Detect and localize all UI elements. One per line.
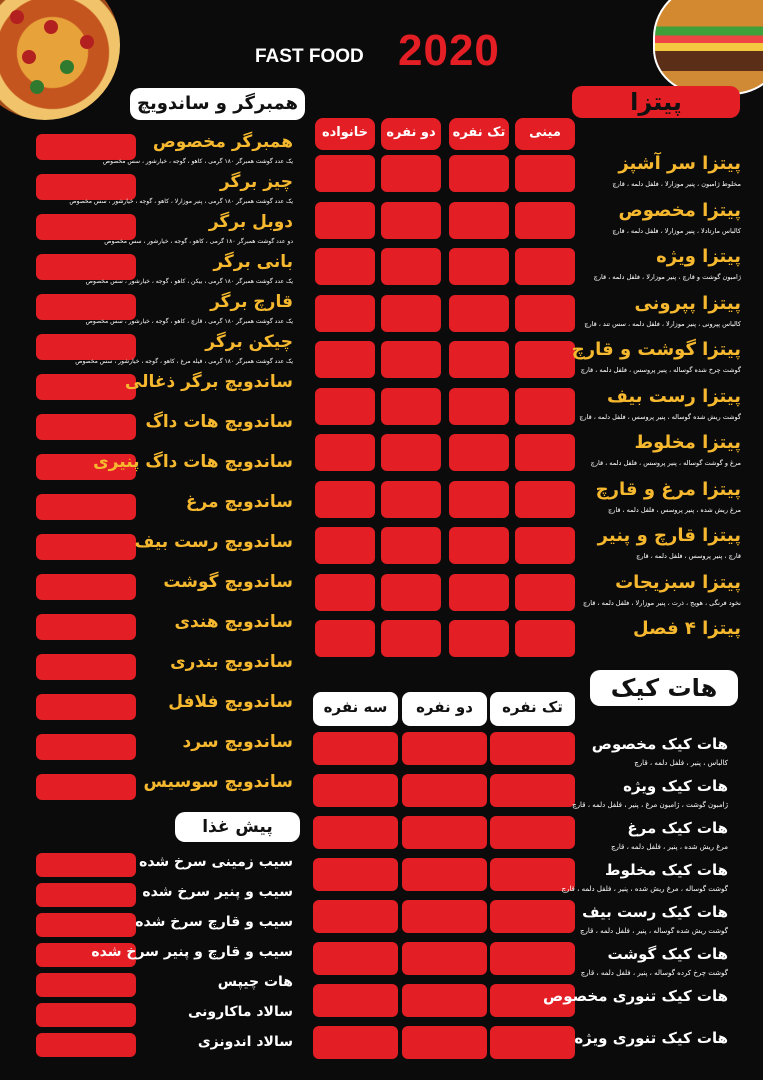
- burger-item-name: بانی برگر: [213, 252, 293, 272]
- pizza-price-box: [515, 295, 575, 332]
- pizza-price-box: [381, 155, 441, 192]
- burger-item-name: ساندویچ هندی: [174, 612, 293, 632]
- burger-item-name: دوبل برگر: [208, 212, 293, 232]
- burger-item-name: ساندویچ برگر ذغالی: [124, 372, 293, 392]
- pizza-item-desc: کالباس مارتادلا ، پنیر موزارلا ، فلفل دلمه ، قارچ: [612, 226, 741, 235]
- pizza-item-name: پیتزا مخلوط: [634, 432, 741, 453]
- burger-price-box: [36, 654, 136, 680]
- pizza-price-box: [449, 248, 509, 285]
- pizza-price-box: [315, 574, 375, 611]
- burger-item-name: ساندویچ سرد: [182, 732, 293, 752]
- appetizer-item-name: سالاد ماکارونی: [187, 1004, 293, 1020]
- pizza-price-box: [315, 295, 375, 332]
- burger-item-name: ساندویچ بندری: [170, 652, 293, 672]
- pizza-illustration: [0, 0, 120, 120]
- pizza-price-box: [449, 481, 509, 518]
- appetizer-heading: پیش غذا: [175, 812, 300, 842]
- hotcake-item-name: هات کیک مرغ: [627, 819, 728, 837]
- burger-item-desc: دو عدد گوشت همبرگر ۱۸۰ گرمی ، کاهو ، گوجه ، خیارشور ، سس مخصوص: [104, 238, 293, 245]
- hotcake-price-box: [313, 1026, 398, 1059]
- pizza-price-box: [449, 434, 509, 471]
- pizza-price-box: [449, 341, 509, 378]
- hotcake-price-box: [313, 774, 398, 807]
- burger-item-name: ساندویچ هات داگ: [145, 412, 293, 432]
- pizza-price-box: [381, 481, 441, 518]
- appetizer-item-name: سیب و پنیر سرخ شده: [142, 884, 293, 900]
- burger-heading: همبرگر و ساندویچ: [130, 88, 305, 120]
- pizza-price-box: [315, 155, 375, 192]
- pizza-price-box: [381, 341, 441, 378]
- pizza-price-box: [381, 248, 441, 285]
- burger-item-desc: یک عدد گوشت همبرگر ۱۸۰ گرمی ، فیله مرغ ، کاهو ، گوجه ، خیارشور ، سس مخصوص: [75, 358, 293, 365]
- burger-item-name: همبرگر مخصوص: [152, 132, 293, 152]
- burger-illustration: [653, 0, 763, 95]
- hotcake-price-box: [313, 858, 398, 891]
- hotcake-price-box: [490, 816, 575, 849]
- hotcake-item-name: هات کیک مخصوص: [591, 735, 728, 753]
- hotcake-price-box: [313, 732, 398, 765]
- appetizer-item-name: هات چیپس: [217, 974, 293, 990]
- pizza-item-desc: ژامبون گوشت و قارچ ، پنیر موزارلا ، فلفل دلمه ، قارچ: [593, 273, 741, 281]
- pizza-item-name: پیتزا گوشت و قارچ: [571, 339, 741, 360]
- pizza-price-box: [515, 202, 575, 239]
- pizza-price-box: [381, 434, 441, 471]
- pizza-price-box: [449, 155, 509, 192]
- pizza-item-name: پیتزا ۴ فصل: [633, 618, 741, 639]
- appetizer-price-box: [36, 973, 136, 997]
- burger-price-box: [36, 694, 136, 720]
- hotcake-item-desc: کالباس ، پنیر ، فلفل دلمه ، قارچ: [634, 759, 728, 767]
- burger-price-box: [36, 574, 136, 600]
- pizza-price-box: [315, 527, 375, 564]
- pizza-price-box: [315, 388, 375, 425]
- hotcake-price-box: [402, 1026, 487, 1059]
- pizza-price-box: [515, 620, 575, 657]
- burger-price-box: [36, 174, 136, 200]
- hotcake-price-box: [313, 816, 398, 849]
- pizza-item-name: پیتزا سر آشپز: [618, 153, 741, 174]
- pizza-column-header: تک نفره: [449, 118, 509, 150]
- pizza-price-box: [381, 388, 441, 425]
- pizza-item-desc: گوشت چرخ شده گوساله ، پنیر پروسس ، فلفل دلمه ، قارچ: [580, 366, 741, 374]
- pizza-price-box: [449, 388, 509, 425]
- hotcake-price-box: [402, 900, 487, 933]
- burger-item-name: قارچ برگر: [210, 292, 293, 312]
- burger-item-name: ساندویچ گوشت: [163, 572, 293, 592]
- appetizer-item-name: سیب و قارچ و پنیر سرخ شده: [91, 944, 293, 960]
- pizza-column-header: مینی: [515, 118, 575, 150]
- hotcake-price-box: [490, 774, 575, 807]
- appetizer-item-name: سیب زمینی سرخ شده: [139, 854, 293, 870]
- burger-price-box: [36, 494, 136, 520]
- hotcake-column-header: سه نفره: [313, 692, 398, 726]
- pizza-price-box: [515, 341, 575, 378]
- burger-price-box: [36, 334, 136, 360]
- hotcake-item-name: هات کیک گوشت: [607, 945, 728, 963]
- hotcake-price-box: [490, 1026, 575, 1059]
- burger-price-box: [36, 774, 136, 800]
- hotcake-column-header: دو نفره: [402, 692, 487, 726]
- pizza-price-box: [449, 620, 509, 657]
- pizza-price-box: [449, 527, 509, 564]
- hotcake-item-desc: گوشت ریش شده گوساله ، پنیر ، فلفل دلمه ، قارچ: [580, 927, 728, 935]
- page-title: FAST FOOD: [255, 46, 364, 67]
- pizza-item-name: پیتزا ویژه: [656, 246, 741, 267]
- pizza-price-box: [381, 620, 441, 657]
- pizza-price-box: [315, 481, 375, 518]
- hotcake-price-box: [402, 774, 487, 807]
- burger-price-box: [36, 534, 136, 560]
- burger-price-box: [36, 294, 136, 320]
- burger-item-desc: یک عدد گوشت همبرگر ۱۸۰ گرمی ، قارچ ، کاهو ، گوجه ، خیارشور ، سس مخصوص: [85, 318, 293, 325]
- hotcake-price-box: [313, 984, 398, 1017]
- burger-item-desc: یک عدد گوشت همبرگر ۱۸۰ گرمی ، پنیر موزارلا ، کاهو ، گوجه ، خیارشور ، سس مخصوص: [69, 198, 293, 205]
- hotcake-price-box: [402, 732, 487, 765]
- pizza-item-name: پیتزا مخصوص: [618, 199, 741, 221]
- pizza-price-box: [449, 574, 509, 611]
- hotcake-item-name: هات کیک رست بیف: [582, 903, 728, 921]
- pizza-price-box: [515, 388, 575, 425]
- burger-price-box: [36, 414, 136, 440]
- burger-item-name: چیکن برگر: [205, 332, 293, 352]
- hotcake-price-box: [402, 984, 487, 1017]
- appetizer-item-name: سالاد اندونزی: [197, 1034, 293, 1050]
- pizza-price-box: [515, 481, 575, 518]
- pizza-price-box: [381, 527, 441, 564]
- pizza-price-box: [381, 295, 441, 332]
- appetizer-price-box: [36, 1003, 136, 1027]
- appetizer-price-box: [36, 913, 136, 937]
- pizza-item-desc: مرغ و گوشت گوساله ، پنیر پروسس ، فلفل دلمه ، قارچ: [590, 459, 741, 467]
- pizza-price-box: [515, 574, 575, 611]
- pizza-price-box: [381, 202, 441, 239]
- burger-price-box: [36, 134, 136, 160]
- hotcake-item-name: هات کیک ویژه: [623, 777, 728, 795]
- burger-item-desc: یک عدد گوشت همبرگر ۱۸۰ گرمی ، کاهو ، گوجه ، خیارشور ، سس مخصوص: [102, 158, 293, 165]
- hotcake-price-box: [490, 942, 575, 975]
- pizza-price-box: [515, 434, 575, 471]
- appetizer-price-box: [36, 853, 136, 877]
- pizza-price-box: [515, 155, 575, 192]
- pizza-item-desc: نخود فرنگی ، هویج ، ذرت ، پنیر موزارلا ، فلفل دلمه ، قارچ: [582, 598, 741, 607]
- hotcake-item-name: هات کیک مخلوط: [605, 861, 728, 879]
- hotcake-price-box: [402, 858, 487, 891]
- appetizer-item-name: سیب و قارچ سرخ شده: [135, 914, 293, 930]
- burger-price-box: [36, 374, 136, 400]
- pizza-price-box: [315, 341, 375, 378]
- burger-item-name: چیز برگر: [219, 172, 293, 192]
- burger-price-box: [36, 614, 136, 640]
- pizza-price-box: [449, 202, 509, 239]
- burger-price-box: [36, 214, 136, 240]
- hotcake-item-desc: گوشت گوساله ، مرغ ریش شده ، پنیر ، فلفل دلمه ، قارچ: [561, 885, 728, 893]
- pizza-heading: پیتزا: [572, 86, 740, 118]
- hotcake-price-box: [402, 816, 487, 849]
- pizza-item-name: پیتزا سبزیجات: [615, 571, 741, 593]
- page-year: 2020: [398, 26, 500, 75]
- burger-price-box: [36, 734, 136, 760]
- burger-item-name: ساندویچ مرغ: [185, 492, 293, 512]
- hotcake-price-box: [313, 942, 398, 975]
- burger-price-box: [36, 254, 136, 280]
- hotcake-item-name: هات کیک تنوری ویژه: [574, 1029, 728, 1047]
- hotcake-item-name: هات کیک تنوری مخصوص: [543, 987, 728, 1005]
- pizza-price-box: [515, 527, 575, 564]
- burger-item-name: ساندویچ سوسیس: [143, 772, 293, 792]
- burger-item-desc: یک عدد گوشت همبرگر ۱۸۰ گرمی ، بیکن ، کاهو ، گوجه ، خیارشور ، سس مخصوص: [85, 278, 293, 285]
- pizza-item-desc: کالباس پپرونی ، پنیر موزارلا ، فلفل دلمه ، سس تند ، قارچ: [584, 319, 741, 328]
- hotcake-item-desc: مرغ ریش شده ، پنیر ، فلفل دلمه ، قارچ: [610, 843, 728, 851]
- pizza-item-desc: قارچ ، پنیر پروسس ، فلفل دلمه ، قارچ: [636, 552, 741, 560]
- hotcake-price-box: [490, 732, 575, 765]
- pizza-column-header: خانواده: [315, 118, 375, 150]
- pizza-price-box: [315, 434, 375, 471]
- pizza-item-desc: مرغ ریش شده ، پنیر پروسس ، فلفل دلمه ، قارچ: [608, 505, 741, 514]
- appetizer-price-box: [36, 883, 136, 907]
- pizza-price-box: [449, 295, 509, 332]
- pizza-price-box: [315, 248, 375, 285]
- burger-item-name: ساندویچ فلافل: [168, 692, 293, 712]
- burger-item-name: ساندویچ هات داگ پنیری: [93, 452, 293, 472]
- pizza-item-desc: گوشت ریش شده گوساله ، پنیر پروسس ، فلفل دلمه ، قارچ: [579, 412, 741, 421]
- burger-item-name: ساندویچ رست بیف: [134, 532, 293, 552]
- pizza-item-desc: مخلوط ژامبون ، پنیر موزارلا ، فلفل دلمه ، قارچ: [612, 180, 741, 188]
- hotcake-item-desc: گوشت چرخ کرده گوساله ، پنیر ، فلفل دلمه ، قارچ: [580, 969, 728, 977]
- pizza-item-name: پیتزا مرغ و قارچ: [595, 478, 741, 500]
- pizza-price-box: [315, 620, 375, 657]
- hotcake-price-box: [313, 900, 398, 933]
- hotcake-price-box: [402, 942, 487, 975]
- pizza-price-box: [515, 248, 575, 285]
- pizza-price-box: [315, 202, 375, 239]
- hotcake-item-desc: ژامبون گوشت ، ژامبون مرغ ، پنیر ، فلفل دلمه ، قارچ: [572, 801, 728, 809]
- hotcake-price-box: [490, 900, 575, 933]
- appetizer-price-box: [36, 1033, 136, 1057]
- hotcake-heading: هات کیک: [590, 670, 738, 706]
- pizza-price-box: [381, 574, 441, 611]
- pizza-column-header: دو نفره: [381, 118, 441, 150]
- pizza-item-name: پیتزا رست بیف: [606, 385, 741, 407]
- hotcake-column-header: تک نفره: [490, 692, 575, 726]
- pizza-item-name: پیتزا پپرونی: [634, 292, 741, 314]
- pizza-item-name: پیتزا قارچ و پنیر: [597, 525, 741, 546]
